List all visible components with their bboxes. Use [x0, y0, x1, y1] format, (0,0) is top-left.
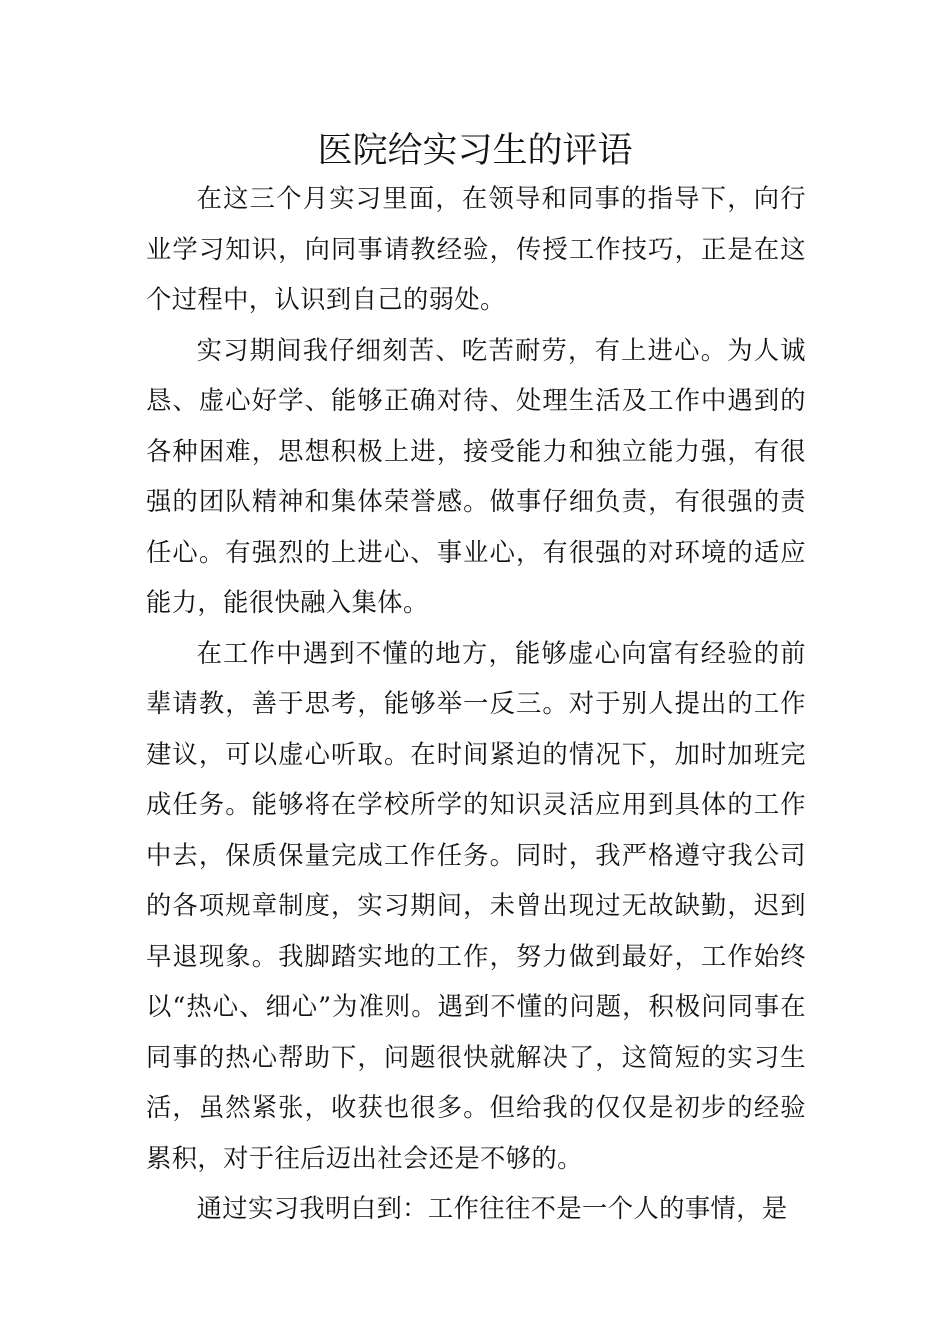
paragraph-4: 通过实习我明白到：工作往往不是一个人的事情，是 — [196, 1194, 788, 1223]
paragraph-1: 在这三个月实习里面，在领导和同事的指导下，向行业学习知识，向同事请教经验，传授工作技巧，正是在这个过程中，认识到自己的弱处。 — [146, 184, 806, 314]
paragraph-3: 在工作中遇到不懂的地方，能够虚心向富有经验的前辈请教，善于思考，能够举一反三。对于别人提出的工作建议，可以虚心听取。在时间紧迫的情况下，加时加班完成任务。能够将在学校所学的知识灵活应用到具体的工作中去，保质保量完成工作任务。同时，我严格遵守我公司的各项规章制度，实习期间，未曾出现过无故缺勤，迟到早退现象。我脚踏实地的工作，努力做到最好，工作始终以“热心、细心”为准则。遇到不懂的问题，积极问同事在同事的热心帮助下，问题很快就解决了，这简短的实习生活，虽然紧张，收获也很多。但给我的仅仅是初步的经验累积，对于往后迈出社会还是不够的。 — [146, 638, 806, 1173]
document-body — [146, 174, 806, 1235]
document-title: 医院给实习生的评语 — [317, 131, 633, 171]
paragraph-2: 实习期间我仔细刻苦、吃苦耐劳，有上进心。为人诚恳、虚心好学、能够正确对待、处理生活及工作中遇到的各种困难，思想积极上进，接受能力和独立能力强，有很强的团队精神和集体荣誉感。做事仔细负责，有很强的责任心。有强烈的上进心、事业心，有很强的对环境的适应能力，能很快融入集体。 — [146, 335, 806, 617]
